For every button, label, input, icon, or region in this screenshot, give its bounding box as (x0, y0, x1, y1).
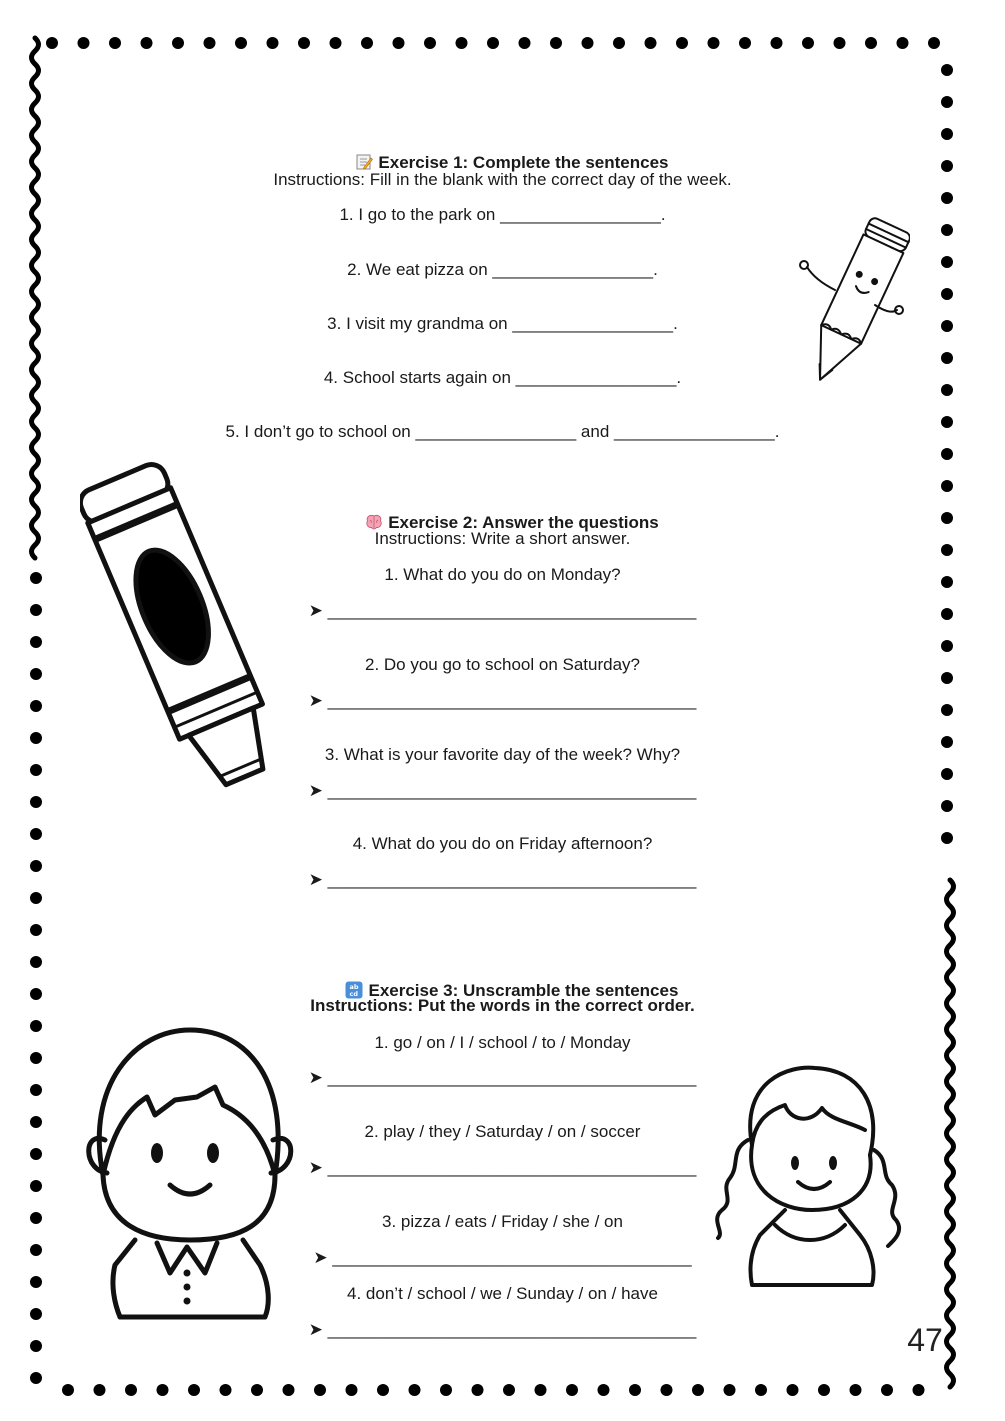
border-dot (30, 732, 42, 744)
border-dot (393, 37, 405, 49)
border-dot (30, 1020, 42, 1032)
border-dot (30, 572, 42, 584)
border-dot (692, 1384, 704, 1396)
border-dot (865, 37, 877, 49)
exercise3-item: 3. pizza / eats / Friday / she / on (382, 1212, 623, 1231)
border-dot (30, 796, 42, 808)
border-dot (550, 37, 562, 49)
border-dot (30, 1212, 42, 1224)
border-dot (941, 608, 953, 620)
border-dot (850, 1384, 862, 1396)
border-dot (941, 320, 953, 332)
border-dot (30, 1308, 42, 1320)
border-dot (941, 640, 953, 652)
answer-line[interactable]: ➤ _______________________________________ (308, 781, 697, 800)
border-dot (941, 480, 953, 492)
border-dot (941, 192, 953, 204)
exercise2-question: 3. What is your favorite day of the week? Why? (324, 745, 681, 764)
border-dot (535, 1384, 547, 1396)
border-dot (724, 1384, 736, 1396)
border-dot (141, 37, 153, 49)
exercise2-question: 1. What do you do on Monday? (384, 565, 621, 584)
border-dot (30, 1276, 42, 1288)
exercise3-item: 1. go / on / I / school / to / Monday (374, 1033, 631, 1052)
border-dot (941, 672, 953, 684)
border-dot (676, 37, 688, 49)
border-dot (30, 636, 42, 648)
border-dot (519, 37, 531, 49)
svg-text:ab: ab (349, 983, 360, 991)
answer-line[interactable]: ➤ _______________________________________ (308, 601, 697, 620)
border-dot (251, 1384, 263, 1396)
border-dot (708, 37, 720, 49)
border-dot (188, 1384, 200, 1396)
exercise2-title-text: Exercise 2: Answer the questions (388, 513, 659, 532)
border-dot (157, 1384, 169, 1396)
border-dot (46, 37, 58, 49)
border-dot (941, 512, 953, 524)
answer-line[interactable]: ➤ _______________________________________ (308, 870, 697, 889)
border-dot (897, 37, 909, 49)
border-dot (172, 37, 184, 49)
border-dot (941, 160, 953, 172)
memo-icon (355, 153, 373, 171)
border-dot (30, 604, 42, 616)
border-dot (598, 1384, 610, 1396)
border-dot (941, 704, 953, 716)
border-dot (941, 256, 953, 268)
exercise3-title-text: Exercise 3: Unscramble the sentences (368, 981, 679, 1000)
border-dot (881, 1384, 893, 1396)
border-dot (30, 956, 42, 968)
border-dot (818, 1384, 830, 1396)
border-dot (941, 544, 953, 556)
exercise2-question: 2. Do you go to school on Saturday? (364, 655, 640, 674)
border-dot (30, 1244, 42, 1256)
border-dot (30, 1372, 42, 1384)
border-dot (645, 37, 657, 49)
border-dot (582, 37, 594, 49)
page-number: 47 (907, 1322, 943, 1358)
border-dot (941, 800, 953, 812)
exercise1-title-text: Exercise 1: Complete the sentences (378, 153, 669, 172)
border-dot (928, 37, 940, 49)
border-dot (424, 37, 436, 49)
answer-line[interactable]: ➤ ______________________________________ (313, 1248, 692, 1267)
border-dot (330, 37, 342, 49)
border-dot (30, 924, 42, 936)
answer-line[interactable]: ➤ _______________________________________ (308, 1320, 697, 1339)
border-dot (267, 37, 279, 49)
border-dot (94, 1384, 106, 1396)
border-dot (125, 1384, 137, 1396)
border-dot (941, 448, 953, 460)
border-dot (629, 1384, 641, 1396)
border-dot (472, 1384, 484, 1396)
border-dot (235, 37, 247, 49)
border-dot (739, 37, 751, 49)
exercise1-item: 1. I go to the park on _________________. (339, 205, 666, 224)
border-dot (941, 128, 953, 140)
border-dot (941, 416, 953, 428)
border-dot (30, 892, 42, 904)
border-dot (109, 37, 121, 49)
exercise1-item: 3. I visit my grandma on _________________. (327, 314, 678, 333)
border-dot (941, 768, 953, 780)
border-dot (755, 1384, 767, 1396)
border-dot (78, 37, 90, 49)
border-dot (440, 1384, 452, 1396)
exercise1-item: 4. School starts again on _________________. (323, 368, 682, 387)
border-dot (941, 832, 953, 844)
border-dot (30, 988, 42, 1000)
border-dot (409, 1384, 421, 1396)
border-dot (30, 1180, 42, 1192)
border-dot (283, 1384, 295, 1396)
border-dot (30, 668, 42, 680)
border-dot (30, 764, 42, 776)
border-dot (30, 1116, 42, 1128)
border-dot (204, 37, 216, 49)
answer-line[interactable]: ➤ _______________________________________ (308, 691, 697, 710)
border-dot (941, 384, 953, 396)
border-dot (314, 1384, 326, 1396)
border-dot (361, 37, 373, 49)
border-dot (941, 576, 953, 588)
exercise1-item: 2. We eat pizza on _________________. (347, 260, 658, 279)
exercise2-question: 4. What do you do on Friday afternoon? (352, 834, 653, 853)
border-dot (346, 1384, 358, 1396)
border-dot (487, 37, 499, 49)
exercise1-instructions: Instructions: Fill in the blank with the correct day of the week. (273, 170, 732, 189)
exercise2-instructions: Instructions: Write a short answer. (374, 529, 631, 548)
border-dot (941, 64, 953, 76)
border-dot (941, 736, 953, 748)
pencil-character-illustration (795, 205, 910, 390)
border-dot (613, 37, 625, 49)
border-dot (30, 700, 42, 712)
exercise3-instructions: Instructions: Put the words in the correct order. (310, 996, 695, 1015)
border-dot (802, 37, 814, 49)
border-dot (566, 1384, 578, 1396)
border-dot (941, 224, 953, 236)
border-dot (456, 37, 468, 49)
border-dot (771, 37, 783, 49)
border-dot (941, 96, 953, 108)
border-dot (913, 1384, 925, 1396)
border-dot (30, 860, 42, 872)
svg-text:cd: cd (349, 990, 359, 998)
border-dot (941, 352, 953, 364)
border-dot (787, 1384, 799, 1396)
border-dot (30, 1084, 42, 1096)
border-dot (62, 1384, 74, 1396)
border-dot (834, 37, 846, 49)
border-dot (661, 1384, 673, 1396)
border-dot (220, 1384, 232, 1396)
border-dot (503, 1384, 515, 1396)
exercise1-item: 5. I don’t go to school on _________________ and _________________. (225, 422, 780, 441)
border-dot (30, 828, 42, 840)
border-dot (30, 1148, 42, 1160)
border-dot (941, 288, 953, 300)
answer-line[interactable]: ➤ _______________________________________ (308, 1158, 697, 1177)
border-dot (298, 37, 310, 49)
border-dot (30, 1340, 42, 1352)
exercise3-item: 2. play / they / Saturday / on / soccer (364, 1122, 641, 1141)
exercise3-item: 4. don’t / school / we / Sunday / on / have (347, 1284, 658, 1303)
border-dot (377, 1384, 389, 1396)
border-dot (30, 1052, 42, 1064)
answer-line[interactable]: ➤ _______________________________________ (308, 1068, 697, 1087)
